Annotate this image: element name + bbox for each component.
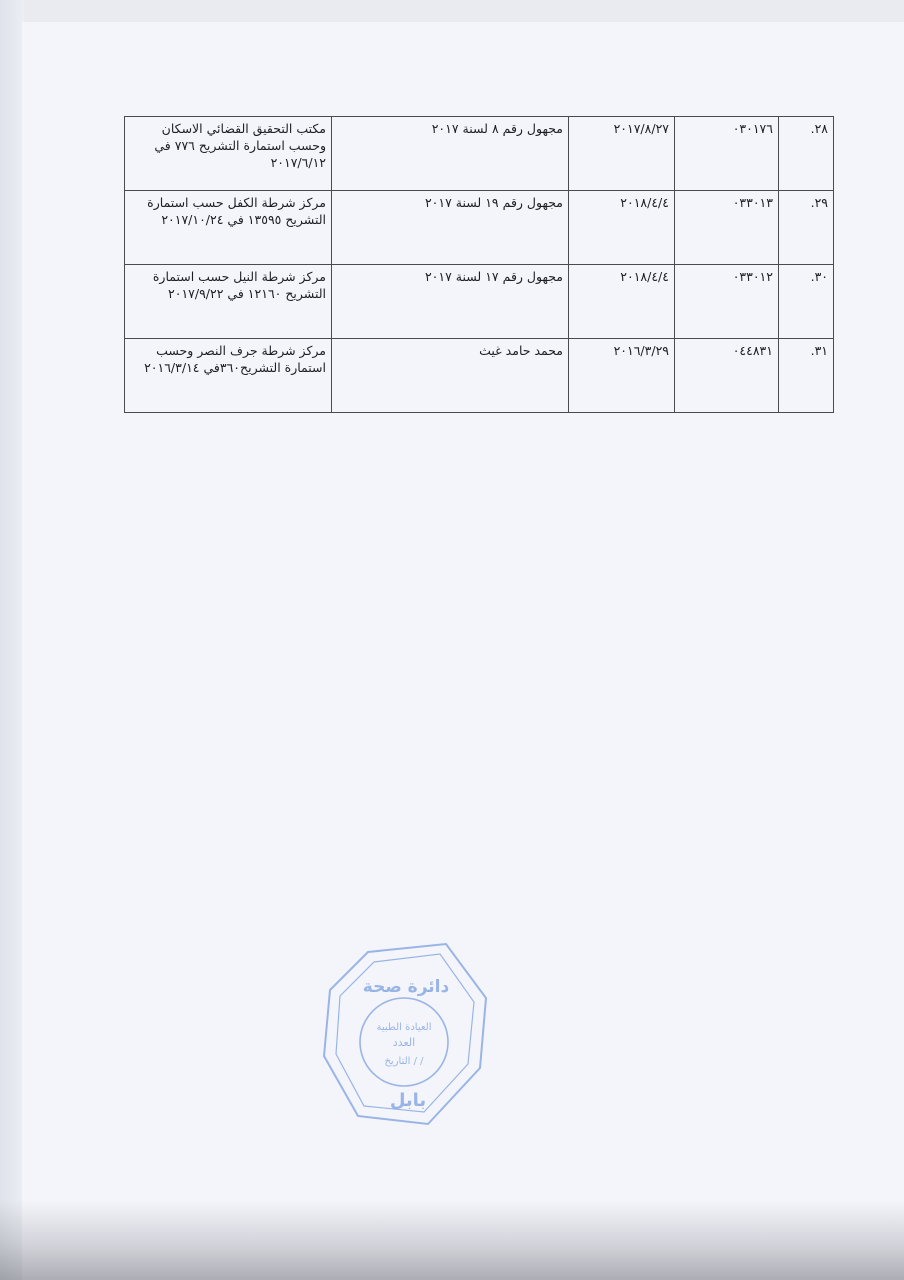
record-name: محمد حامد غيث <box>332 339 569 413</box>
record-note: مركز شرطة النيل حسب استمارة التشريح ١٢١٦٠ في ٢٠١٧/٩/٢٢ <box>125 265 332 339</box>
record-name: مجهول رقم ١٩ لسنة ٢٠١٧ <box>332 191 569 265</box>
record-date: ٢٠١٨/٤/٤ <box>569 265 675 339</box>
official-stamp <box>318 938 494 1128</box>
row-number: ٢٩. <box>779 191 834 265</box>
record-id: ٠٣٣٠١٢ <box>675 265 779 339</box>
record-name: مجهول رقم ٨ لسنة ٢٠١٧ <box>332 117 569 191</box>
record-id: ٠٣٠١٧٦ <box>675 117 779 191</box>
record-date: ٢٠١٨/٤/٤ <box>569 191 675 265</box>
record-name: مجهول رقم ١٧ لسنة ٢٠١٧ <box>332 265 569 339</box>
stamp-inner-line1: العيادة الطبية <box>376 1022 432 1033</box>
stamp-inner-line2: العدد <box>392 1036 416 1049</box>
record-note: مركز شرطة جرف النصر وحسب استمارة التشريح٣٦٠في ٢٠١٦/٣/١٤ <box>125 339 332 413</box>
table-row <box>125 339 834 413</box>
table-row <box>125 117 834 191</box>
scan-edge-left <box>0 0 24 1280</box>
table-row <box>125 265 834 339</box>
table-row <box>125 191 834 265</box>
record-date: ٢٠١٧/٨/٢٧ <box>569 117 675 191</box>
stamp-inner-line3: التاريخ / / <box>384 1056 424 1067</box>
record-id: ٠٤٤٨٣١ <box>675 339 779 413</box>
record-id: ٠٣٣٠١٣ <box>675 191 779 265</box>
stamp-outer-text: دائرة صحة <box>362 977 450 997</box>
stamp-bottom-text: بابل <box>389 1090 427 1111</box>
records-table <box>124 116 834 413</box>
row-number: ٣١. <box>779 339 834 413</box>
row-number: ٣٠. <box>779 265 834 339</box>
record-note: مركز شرطة الكفل حسب استمارة التشريح ١٣٥٩٥ في ٢٠١٧/١٠/٢٤ <box>125 191 332 265</box>
row-number: ٢٨. <box>779 117 834 191</box>
record-note: مكتب التحقيق القضائي الاسكان وحسب استمارة التشريح ٧٧٦ في ٢٠١٧/٦/١٢ <box>125 117 332 191</box>
record-date: ٢٠١٦/٣/٢٩ <box>569 339 675 413</box>
